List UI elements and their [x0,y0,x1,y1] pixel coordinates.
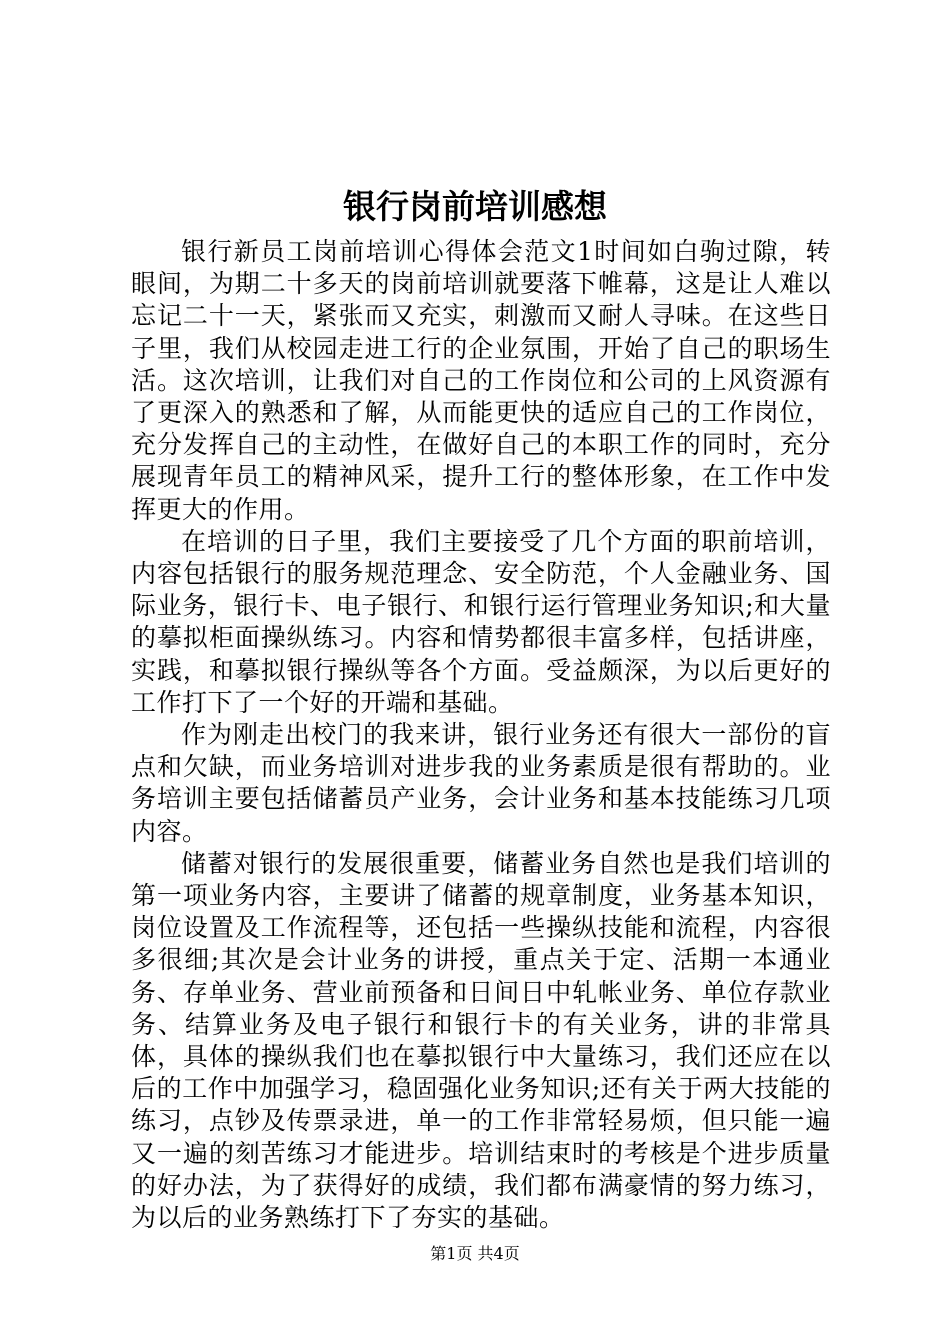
paragraph-3: 作为刚走出校门的我来讲，银行业务还有很大一部份的盲点和欠缺，而业务培训对进步我的业务素质是很有帮助的。业务培训主要包括储蓄员产业务，会计业务和基本技能练习几项内容。 [131,720,831,846]
document-title: 银行岗前培训感想 [343,187,607,226]
paragraph-4: 储蓄对银行的发展很重要，储蓄业务自然也是我们培训的第一项业务内容，主要讲了储蓄的规章制度，业务基本知识，岗位设置及工作流程等，还包括一些操纵技能和流程，内容很多很细;其次是会计业务的讲授，重点关于定、活期一本通业务、存单业务、营业前预备和日间日中轧帐业务、单位存款业务、结算业务及电子银行和银行卡的有关业务，讲的非常具体，具体的操纵我们也在摹拟银行中大量练习，我们还应在以后的工作中加强学习，稳固强化业务知识;还有关于两大技能的练习，点钞及传票录进，单一的工作非常轻易烦，但只能一遍又一遍的刻苦练习才能进步。培训结束时的考核是个进步质量的好办法，为了获得好的成绩，我们都布满豪情的努力练习，为以后的业务熟练打下了夯实的基础。 [131,848,831,1233]
page-number: 第1页 共4页 [430,1244,520,1263]
paragraph-1: 银行新员工岗前培训心得体会范文1时间如白驹过隙，转眼间，为期二十多天的岗前培训就要落下帷幕，这是让人难以忘记二十一天，紧张而又充实，刺激而又耐人寻味。在这些日子里，我们从校园走进工行的企业氛围，开始了自己的职场生活。这次培训，让我们对自己的工作岗位和公司的上风资源有了更深入的熟悉和了解，从而能更快的适应自己的工作岗位，充分发挥自己的主动性，在做好自己的本职工作的同时，充分展现青年员工的精神风采，提升工行的整体形象，在工作中发挥更大的作用。 [131,237,831,524]
document-body [131,236,831,1234]
paragraph-2: 在培训的日子里，我们主要接受了几个方面的职前培训，内容包括银行的服务规范理念、安全防范，个人金融业务、国际业务，银行卡、电子银行、和银行运行管理业务知识;和大量的摹拟柜面操纵练习。内容和情势都很丰富多样，包括讲座，实践，和摹拟银行操纵等各个方面。受益颇深，为以后更好的工作打下了一个好的开端和基础。 [131,526,831,717]
page-footer [0,1244,950,1264]
